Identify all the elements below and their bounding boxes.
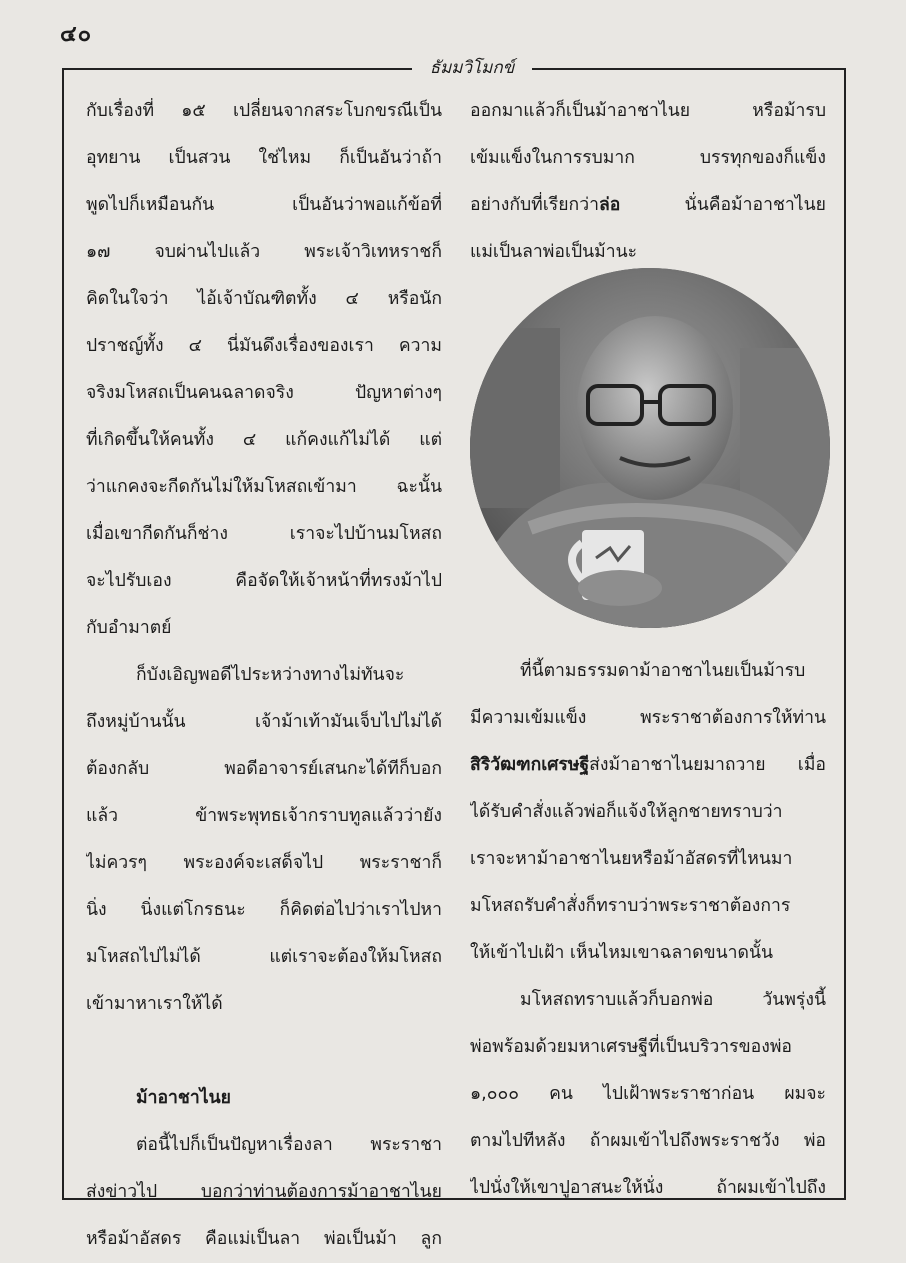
text-line: แล้ว ข้าพระพุทธเจ้ากราบทูลแล้วว่ายัง	[86, 806, 442, 826]
text-line: ๑๗ จบผ่านไปแล้ว พระเจ้าวิเทหราชก็	[86, 242, 442, 262]
text-line: แม่เป็นลาพ่อเป็นม้านะ	[470, 242, 638, 262]
section-heading: ม้าอาชาไนย	[136, 1088, 231, 1108]
blank-line	[86, 1028, 442, 1075]
text-line: ต้องกลับ พอดีอาจารย์เสนกะได้ทีก็บอก	[86, 759, 442, 779]
text-line: ๑,๐๐๐ คน ไปเฝ้าพระราชาก่อน ผมจะ	[470, 1084, 826, 1104]
text-line: ส่งข่าวไป บอกว่าท่านต้องการม้าอาชาไนย	[86, 1182, 442, 1202]
text-line: เข้ามาหาเราให้ได้	[86, 994, 223, 1014]
text-line: ว่าแกคงจะกีดกันไม่ให้มโหสถเข้ามา ฉะนั้น	[86, 477, 442, 497]
text-line: พูดไปก็เหมือนกัน เป็นอันว่าพอแก้ข้อที่	[86, 195, 442, 215]
text-line: มโหสถรับคำสั่งก็ทราบว่าพระราชาต้องการ	[470, 896, 791, 916]
paragraph-2	[86, 652, 442, 1028]
paragraph-3	[86, 1122, 442, 1263]
text-line: เมื่อเขากีดกันก็ช่าง เราจะไปบ้านมโหสถ	[86, 524, 442, 544]
text-line: พ่อพร้อมด้วยมหาเศรษฐีที่เป็นบริวารของพ่อ	[470, 1037, 792, 1057]
text-segment: อย่างกับที่เรียกว่า	[470, 195, 599, 215]
text-line: ที่เกิดขึ้นให้คนทั้ง ๔ แก้คงแก้ไม่ได้ แต่	[86, 430, 442, 450]
bold-term: ล่อ	[598, 195, 621, 215]
left-column	[86, 88, 442, 1263]
text-line: ออกมาแล้วก็เป็นม้าอาชาไนย หรือม้ารบ	[470, 101, 826, 121]
text-line: ให้เข้าไปเฝ้า เห็นไหมเขาฉลาดขนาดนั้น	[470, 943, 774, 963]
text-line: ที่นี้ตามธรรมดาม้าอาชาไนยเป็นม้ารบ	[520, 661, 806, 681]
text-line: จะไปรับเอง คือจัดให้เจ้าหน้าที่ทรงม้าไป	[86, 571, 442, 591]
right-column-bottom	[470, 648, 826, 1212]
text-line: นิ่ง นิ่งแต่โกรธนะ ก็คิดต่อไปว่าเราไปหา	[86, 900, 442, 920]
page-number: ๔๐	[60, 22, 93, 47]
text-line: ตามไปทีหลัง ถ้าผมเข้าไปถึงพระราชวัง พ่อ	[470, 1131, 826, 1151]
text-segment: ส่งม้าอาชาไนยมาถวาย เมื่อ	[589, 755, 826, 775]
text-line: เข้มแข็งในการรบมาก บรรทุกของก็แข็ง	[470, 148, 826, 168]
text-line: มโหสถไปไม่ได้ แต่เราจะต้องให้มโหสถ	[86, 947, 442, 967]
text-line: ไปนั่งให้เขาปูอาสนะให้นั่ง ถ้าผมเข้าไปถึง	[470, 1178, 826, 1198]
bold-term: สิริวัฒฑกเศรษฐี	[470, 755, 590, 775]
text-line: อุทยาน เป็นสวน ใช่ไหม ก็เป็นอันว่าถ้า	[86, 148, 442, 168]
text-line: ต่อนี้ไปก็เป็นปัญหาเรื่องลา พระราชา	[136, 1135, 442, 1155]
running-header: ธัมมวิโมกข์	[429, 58, 515, 78]
text-line: คิดในใจว่า ไอ้เจ้าบัณฑิตทั้ง ๔ หรือนัก	[86, 289, 442, 309]
text-line: ถึงหมู่บ้านนั้น เจ้าม้าเท้ามันเจ็บไปไม่ได้	[86, 712, 442, 732]
text-line	[470, 182, 826, 229]
text-line: ปราชญ์ทั้ง ๔ นี่มันดึงเรื่องของเรา ความ	[86, 336, 442, 356]
text-line: กับเรื่องที่ ๑๕ เปลี่ยนจากสระโบกขรณีเป็น	[86, 101, 442, 121]
text-segment: นั่นคือม้าอาชาไนย	[620, 195, 826, 215]
right-column-top	[470, 88, 826, 276]
text-line: กับอำมาตย์	[86, 618, 172, 638]
text-line	[470, 742, 826, 789]
text-line: จริงมโหสถเป็นคนฉลาดจริง ปัญหาต่างๆ	[86, 383, 442, 403]
portrait-illustration	[470, 268, 830, 628]
text-line: ได้รับคำสั่งแล้วพ่อก็แจ้งให้ลูกชายทราบว่า	[470, 802, 783, 822]
text-line: มีความเข้มแข็ง พระราชาต้องการให้ท่าน	[470, 708, 826, 728]
text-line: ก็บังเอิญพอดีไประหว่างทางไม่ทันจะ	[136, 665, 405, 685]
text-line: เราจะหาม้าอาชาไนยหรือม้าอัสดรที่ไหนมา	[470, 849, 793, 869]
text-line: มโหสถทราบแล้วก็บอกพ่อ วันพรุ่งนี้	[520, 990, 826, 1010]
paragraph-1	[86, 88, 442, 652]
text-line: หรือม้าอัสดร คือแม่เป็นลา พ่อเป็นม้า ลูก	[86, 1229, 442, 1249]
monk-portrait-photo	[470, 268, 830, 628]
text-line: ไม่ควรๆ พระองค์จะเสด็จไป พระราชาก็	[86, 853, 442, 873]
